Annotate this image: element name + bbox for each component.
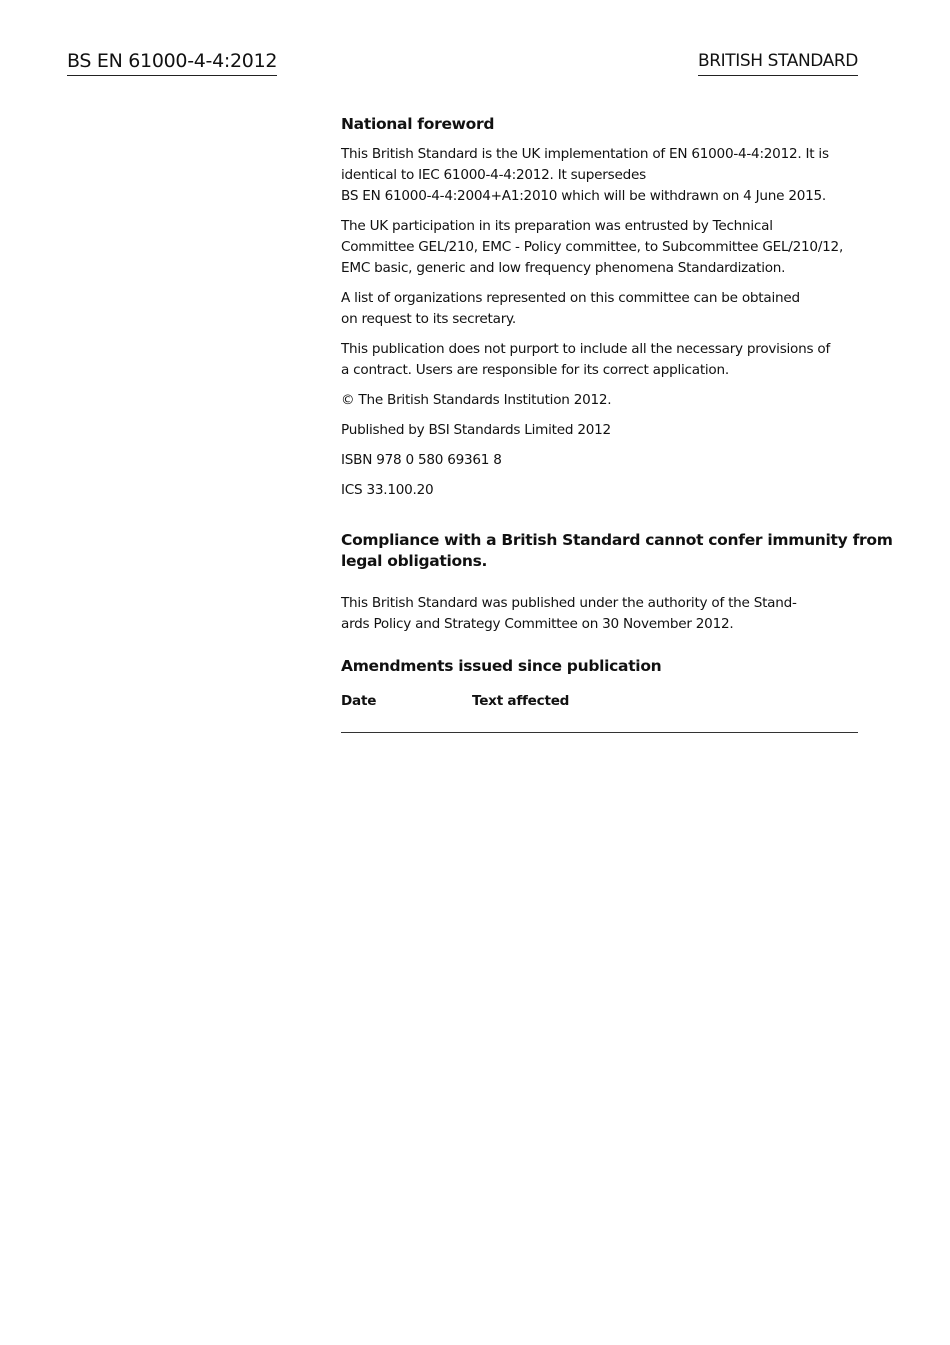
authority-statement	[341, 593, 858, 635]
foreword-paragraph-organizations	[341, 288, 858, 330]
amendments-table-rule	[341, 732, 858, 733]
ics-line: ICS 33.100.20	[341, 482, 434, 498]
column-header-date: Date	[341, 693, 377, 709]
text-line: legal obligations.	[341, 552, 488, 570]
national-foreword-section	[341, 114, 893, 733]
text-line: The UK participation in its preparation was entrusted by Technical	[341, 218, 773, 234]
document-type: BRITISH STANDARD	[698, 50, 858, 76]
text-line: Compliance with a British Standard cannot confer immunity from	[341, 531, 893, 549]
text-line: BS EN 61000-4-4:2004+A1:2010 which will be withdrawn on 4 June 2015.	[341, 188, 826, 204]
copyright-notice: © The British Standards Institution 2012.	[341, 392, 612, 408]
compliance-statement	[341, 530, 893, 572]
text-line: A list of organizations represented on this committee can be obtained	[341, 290, 800, 306]
column-header-text-affected: Text affected	[472, 693, 570, 709]
document-number: BS EN 61000-4-4:2012	[67, 50, 277, 76]
text-line: ards Policy and Strategy Committee on 30 November 2012.	[341, 616, 734, 632]
publisher-line: Published by BSI Standards Limited 2012	[341, 422, 611, 438]
amendments-title: Amendments issued since publication	[341, 657, 662, 675]
text-line: on request to its secretary.	[341, 311, 516, 327]
text-line: EMC basic, generic and low frequency phenomena Standardization.	[341, 260, 786, 276]
text-line: Committee GEL/210, EMC - Policy committee, to Subcommittee GEL/210/12,	[341, 239, 844, 255]
text-line: identical to IEC 61000-4-4:2012. It supersedes	[341, 167, 646, 183]
foreword-paragraph-provisions	[341, 339, 858, 381]
text-line: This British Standard was published under the authority of the Stand-	[341, 595, 797, 611]
isbn-line: ISBN 978 0 580 69361 8	[341, 452, 502, 468]
amendments-table-header	[341, 691, 858, 712]
text-line: a contract. Users are responsible for its correct application.	[341, 362, 729, 378]
text-line: This publication does not purport to include all the necessary provisions of	[341, 341, 830, 357]
foreword-title: National foreword	[341, 115, 495, 133]
text-line: This British Standard is the UK implementation of EN 61000-4-4:2012. It is	[341, 146, 829, 162]
foreword-paragraph-participation	[341, 216, 858, 279]
foreword-paragraph-implementation	[341, 144, 858, 207]
